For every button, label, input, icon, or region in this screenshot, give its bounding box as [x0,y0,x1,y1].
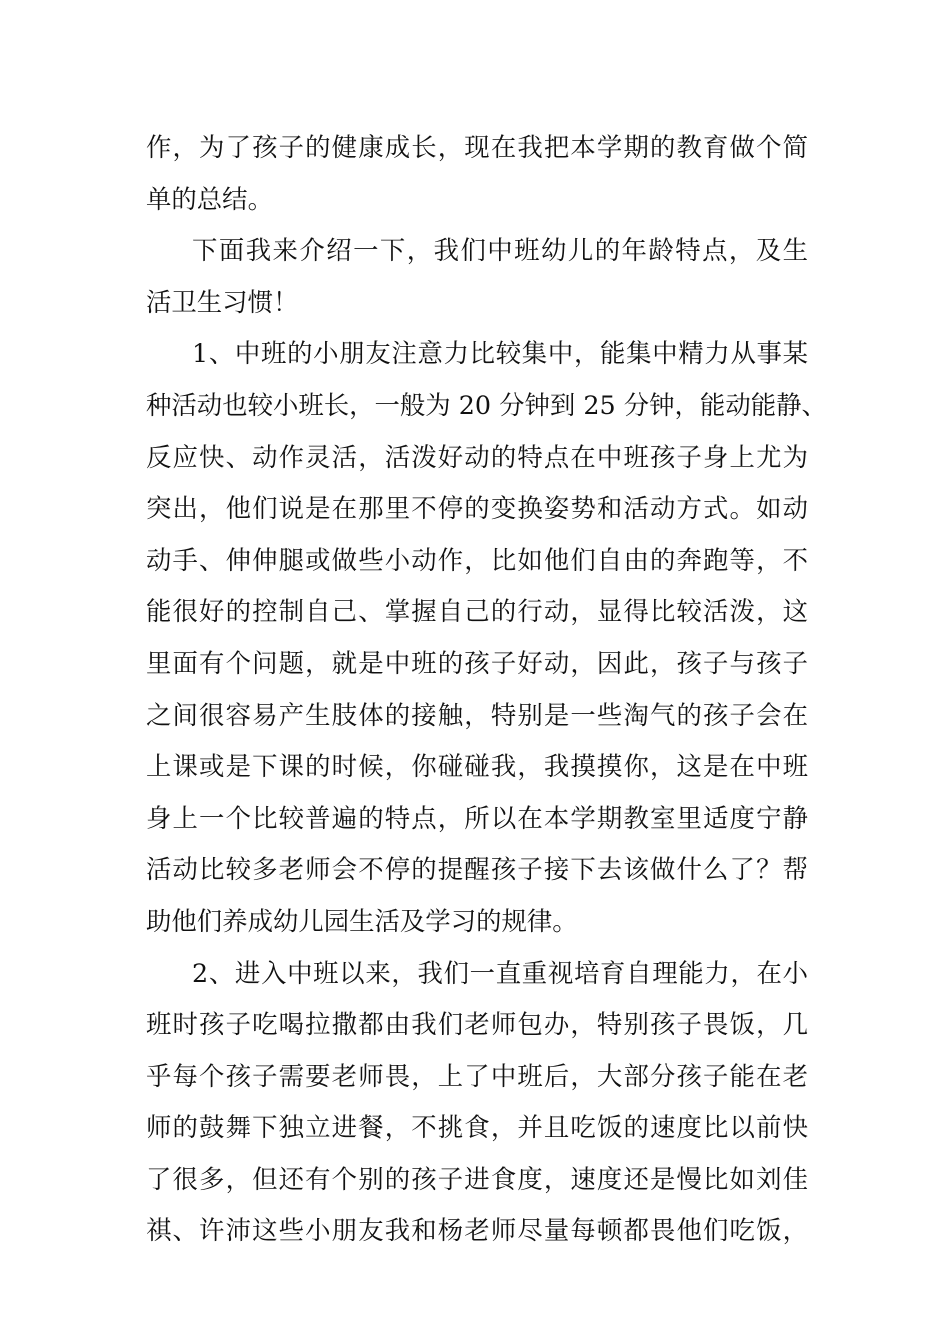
text-line: 能很好的控制自己、掌握自己的行动，显得比较活泼，这 [146,596,808,627]
text-line: 动手、伸伸腿或做些小动作，比如他们自由的奔跑等，不 [146,544,808,575]
text-line: 活卫生习惯！ [146,286,299,317]
text-line: 师的鼓舞下独立进餐，不挑食，并且吃饭的速度比以前快 [146,1112,808,1143]
text-line: 乎每个孩子需要老师畏，上了中班后，大部分孩子能在老 [146,1060,808,1091]
text-line: 突出，他们说是在那里不停的变换姿势和活动方式。如动 [146,493,808,524]
text-line: 了很多，但还有个别的孩子进食度，速度还是慢比如刘佳 [146,1163,808,1194]
text-line: 之间很容易产生肢体的接触，特别是一些淘气的孩子会在 [146,699,808,730]
text-line: 作，为了孩子的健康成长，现在我把本学期的教育做个简 [146,132,808,162]
body-text [146,122,827,1257]
text-line: 祺、许沛这些小朋友我和杨老师尽量每顿都畏他们吃饭， [146,1215,808,1246]
text-line: 身上一个比较普遍的特点，所以在本学期教室里适度宁静 [146,802,808,833]
text-line: 活动比较多老师会不停的提醒孩子接下去该做什么了？帮 [146,854,808,885]
text-line: 里面有个问题，就是中班的孩子好动，因此，孩子与孩子 [146,647,808,678]
paragraph-first-line: 1、中班的小朋友注意力比较集中，能集中精力从事某 [192,338,808,369]
paragraph-first-line: 下面我来介绍一下，我们中班幼儿的年龄特点，及生 [192,235,808,266]
text-line: 助他们养成幼儿园生活及学习的规律。 [146,905,578,936]
paragraph-first-line: 2、进入中班以来，我们一直重视培育自理能力，在小 [192,957,808,988]
text-line: 单的总结。 [146,183,273,214]
text-line: 班时孩子吃喝拉撒都由我们老师包办，特别孩子畏饭，几 [146,1009,808,1040]
text-line: 反应快、动作灵活，活泼好动的特点在中班孩子身上尤为 [146,441,808,472]
text-line: 上课或是下课的时候，你碰碰我，我摸摸你，这是在中班 [146,751,808,782]
text-line: 种活动也较小班长，一般为 20 分钟到 25 分钟，能动能静、 [146,389,827,420]
